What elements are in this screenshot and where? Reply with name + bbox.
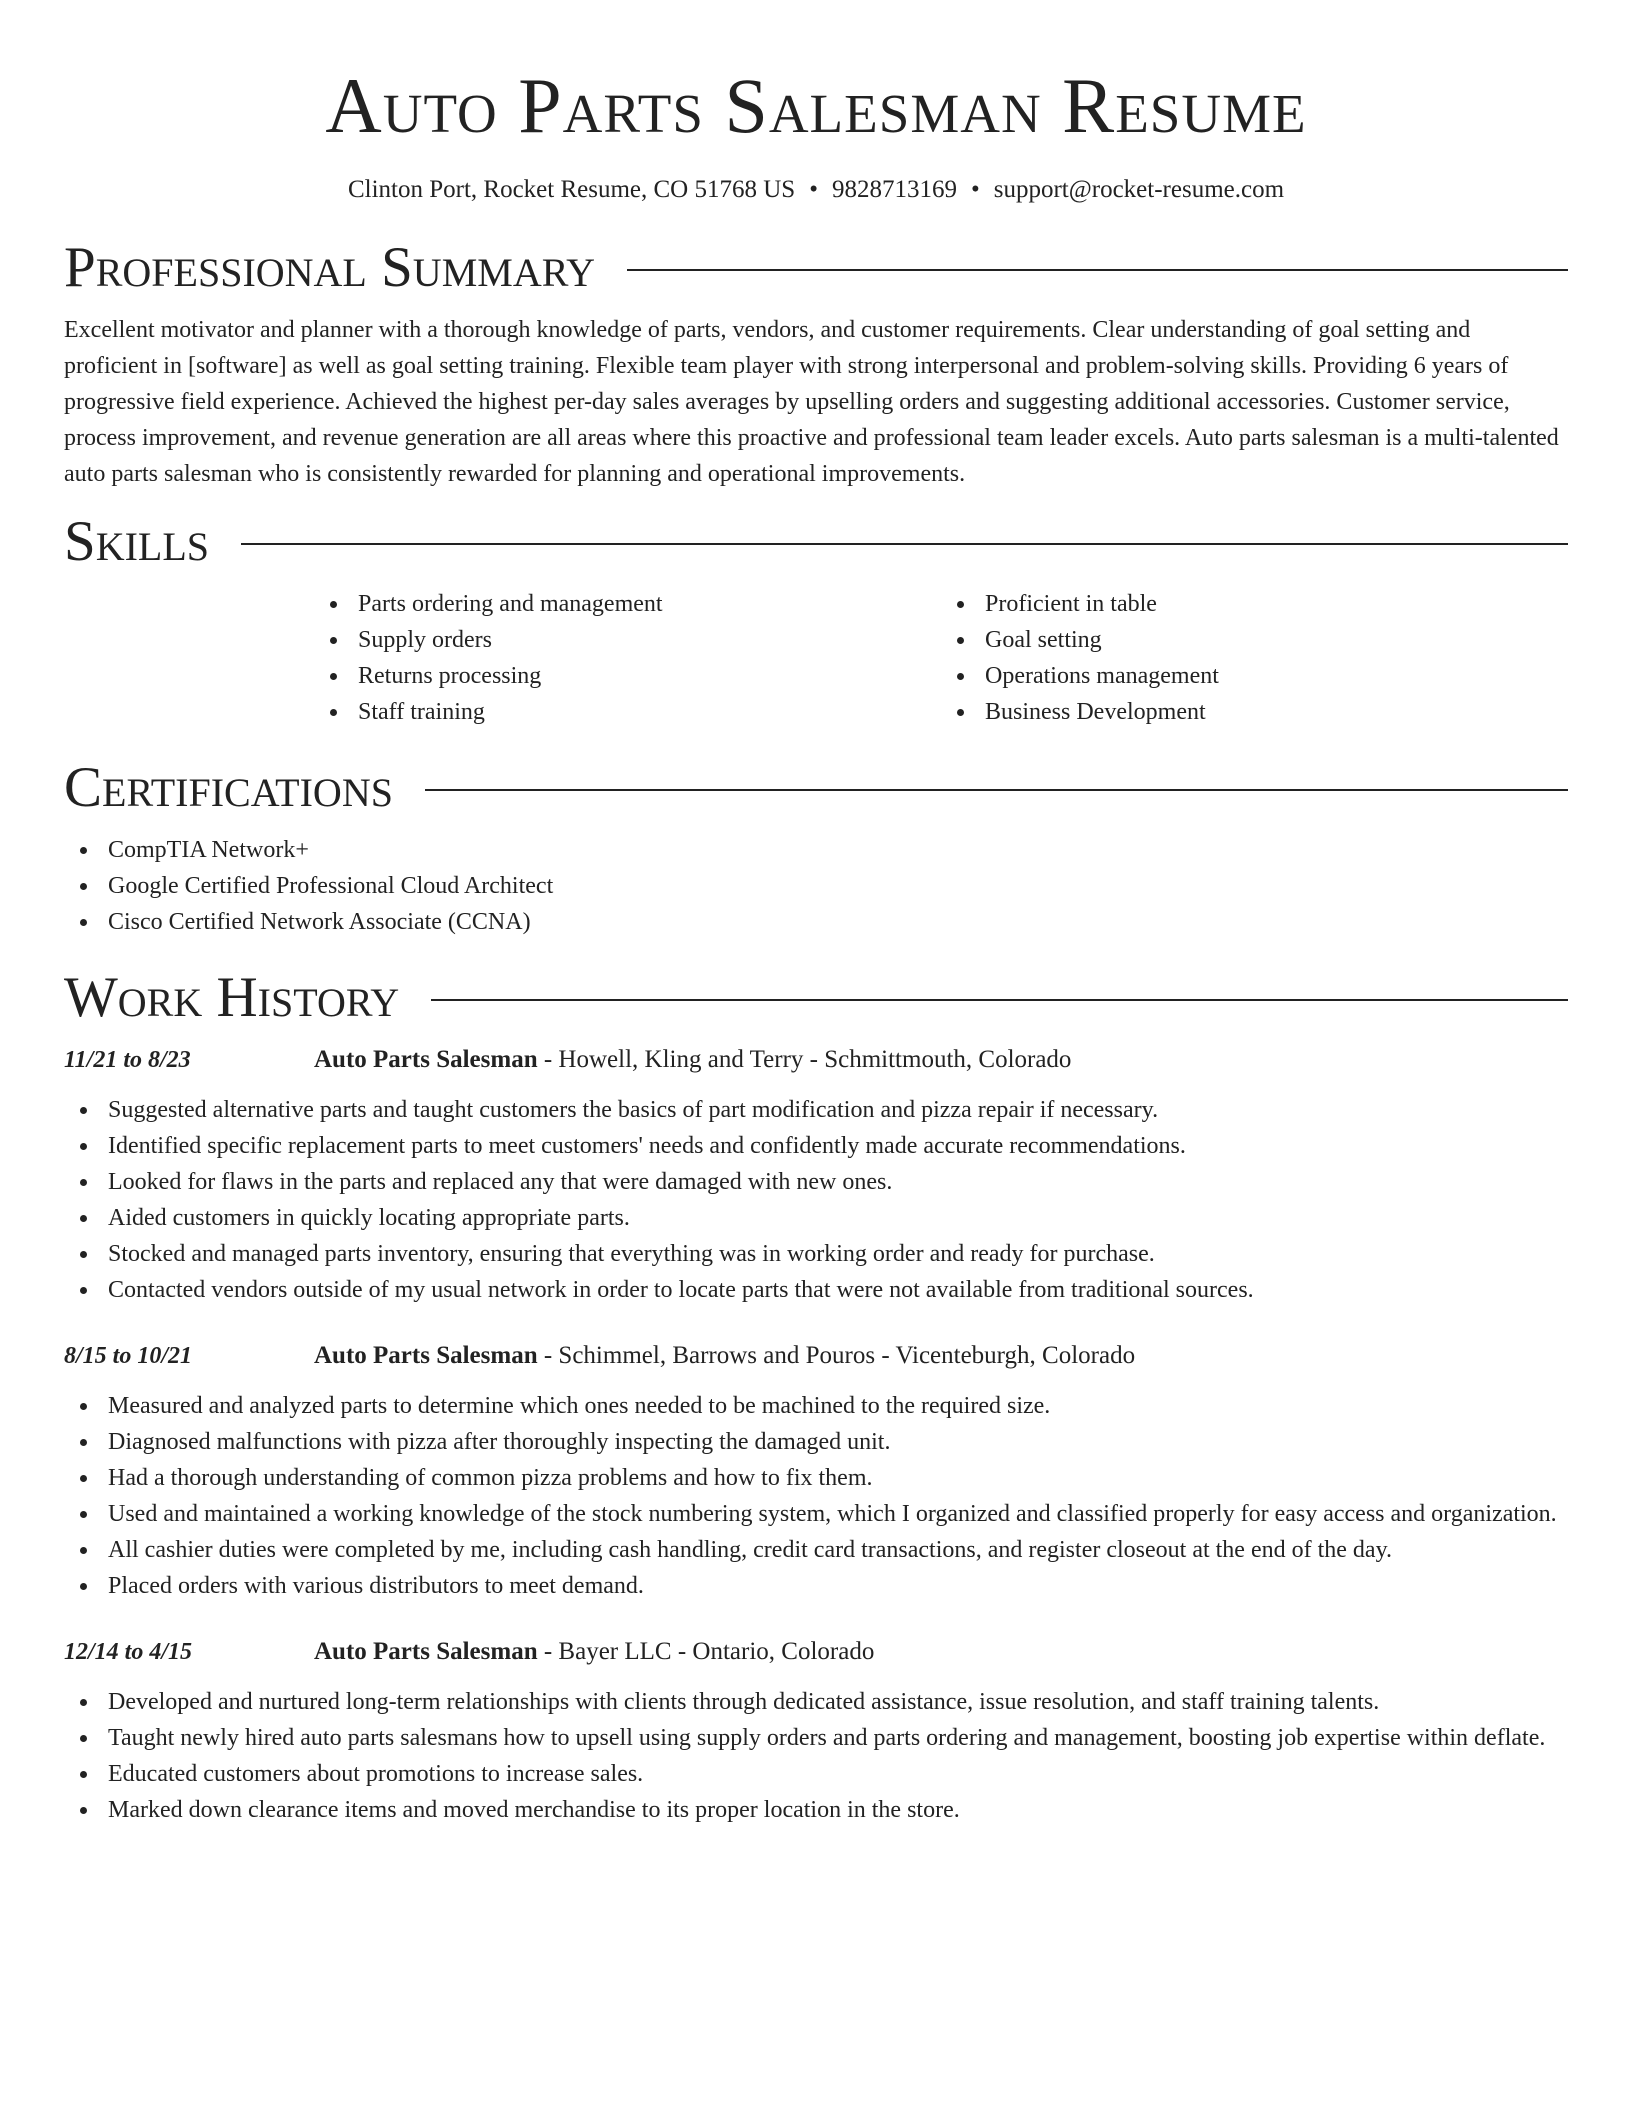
contact-address: Clinton Port, Rocket Resume, CO 51768 US bbox=[347, 176, 796, 203]
skills-list-right bbox=[941, 586, 1568, 730]
skill-item: Staff training bbox=[358, 694, 941, 730]
certifications-heading: Certifications bbox=[64, 756, 393, 819]
job-bullet: Had a thorough understanding of common pizza problems and how to fix them. bbox=[108, 1460, 1568, 1496]
job-bullet: Developed and nurtured long-term relationships with clients through dedicated assistance, issue resolution, and staff training talents. bbox=[108, 1684, 1568, 1720]
job-role: Auto Parts Salesman bbox=[314, 1638, 538, 1665]
contact-email: support@rocket-resume.com bbox=[993, 176, 1285, 203]
job-bullet: Placed orders with various distributors to meet demand. bbox=[108, 1568, 1568, 1604]
skill-item: Parts ordering and management bbox=[358, 586, 941, 622]
job-bullet: Taught newly hired auto parts salesmans how to upsell using supply orders and parts ordering and management, boosting job expertise within deflate. bbox=[108, 1720, 1568, 1756]
resume-page bbox=[64, 0, 1568, 1828]
skill-item: Goal setting bbox=[985, 622, 1568, 658]
job-entry bbox=[64, 1634, 1568, 1828]
job-bullet: Educated customers about promotions to increase sales. bbox=[108, 1756, 1568, 1792]
job-bullet: Diagnosed malfunctions with pizza after thoroughly inspecting the damaged unit. bbox=[108, 1424, 1568, 1460]
job-bullet: Aided customers in quickly locating appropriate parts. bbox=[108, 1200, 1568, 1236]
job-dates: 12/14 to 4/15 bbox=[64, 1639, 193, 1665]
job-bullets bbox=[64, 1092, 1568, 1308]
job-header bbox=[64, 1634, 1568, 1670]
skills-section-header bbox=[64, 510, 1568, 574]
resume-title: Auto Parts Salesman Resume bbox=[325, 62, 1307, 149]
job-employer: - Bayer LLC - Ontario, Colorado bbox=[537, 1638, 875, 1665]
job-bullet: Contacted vendors outside of my usual network in order to locate parts that were not available from traditional sources. bbox=[108, 1272, 1568, 1308]
job-dates: 8/15 to 10/21 bbox=[64, 1343, 193, 1369]
job-entry bbox=[64, 1338, 1568, 1604]
contact-phone: 9828713169 bbox=[831, 176, 957, 203]
skill-item: Operations management bbox=[985, 658, 1568, 694]
job-bullet: Measured and analyzed parts to determine which ones needed to be machined to the required size. bbox=[108, 1388, 1568, 1424]
job-bullets bbox=[64, 1388, 1568, 1604]
job-bullet: Suggested alternative parts and taught customers the basics of part modification and pizza repair if necessary. bbox=[108, 1092, 1568, 1128]
job-bullet: All cashier duties were completed by me, including cash handling, credit card transactions, and register closeout at the end of the day. bbox=[108, 1532, 1568, 1568]
certifications-section-header bbox=[64, 756, 1568, 820]
section-divider bbox=[627, 269, 1568, 271]
job-bullet: Used and maintained a working knowledge of the stock numbering system, which I organized and classified properly for easy access and organization. bbox=[108, 1496, 1568, 1532]
job-role: Auto Parts Salesman bbox=[314, 1046, 538, 1073]
summary-section-header bbox=[64, 236, 1568, 300]
skill-item: Supply orders bbox=[358, 622, 941, 658]
summary-text: Excellent motivator and planner with a thorough knowledge of parts, vendors, and customer requirements. Clear understanding of goal setting and proficient in [software] as well as goal setting training. Flexible team player with strong interpersonal and problem-solving skills. Providing 6 years of progressive field experience. Achieved the highest per-day sales averages by upselling orders and suggesting additional accessories. Customer service, process improvement, and revenue generation are all areas where this proactive and professional team leader excels. Auto parts salesman is a multi-talented auto parts salesman who is consistently rewarded for planning and operational improvements. bbox=[64, 317, 1559, 487]
job-employer: - Howell, Kling and Terry - Schmittmouth, Colorado bbox=[537, 1046, 1072, 1073]
work-history-heading: Work History bbox=[64, 966, 400, 1029]
skill-item: Proficient in table bbox=[985, 586, 1568, 622]
job-entry bbox=[64, 1042, 1568, 1308]
job-bullet: Looked for flaws in the parts and replaced any that were damaged with new ones. bbox=[108, 1164, 1568, 1200]
contact-separator: • bbox=[809, 176, 818, 203]
contact-line bbox=[64, 174, 1568, 206]
certifications-list bbox=[64, 832, 1568, 940]
section-divider bbox=[431, 999, 1568, 1001]
certification-item: Google Certified Professional Cloud Architect bbox=[108, 868, 1568, 904]
skills-list-left bbox=[314, 586, 941, 730]
job-title bbox=[314, 1042, 1071, 1078]
certification-item: Cisco Certified Network Associate (CCNA) bbox=[108, 904, 1568, 940]
work-history-section-header bbox=[64, 966, 1568, 1030]
skill-item: Returns processing bbox=[358, 658, 941, 694]
section-divider bbox=[425, 789, 1568, 791]
job-bullet: Identified specific replacement parts to meet customers' needs and confidently made accurate recommendations. bbox=[108, 1128, 1568, 1164]
job-employer: - Schimmel, Barrows and Pouros - Vicenteburgh, Colorado bbox=[537, 1342, 1136, 1369]
job-bullets bbox=[64, 1684, 1568, 1828]
certification-item: CompTIA Network+ bbox=[108, 832, 1568, 868]
job-title bbox=[314, 1634, 874, 1670]
skills-grid bbox=[314, 586, 1568, 730]
contact-separator: • bbox=[970, 176, 980, 203]
job-header bbox=[64, 1042, 1568, 1078]
summary-heading: Professional Summary bbox=[64, 236, 596, 299]
job-header bbox=[64, 1338, 1568, 1374]
job-title bbox=[314, 1338, 1135, 1374]
job-dates: 11/21 to 8/23 bbox=[64, 1047, 191, 1073]
section-divider bbox=[241, 543, 1568, 545]
job-bullet: Stocked and managed parts inventory, ensuring that everything was in working order and ready for purchase. bbox=[108, 1236, 1568, 1272]
skills-heading: Skills bbox=[64, 510, 210, 573]
skill-item: Business Development bbox=[985, 694, 1568, 730]
job-bullet: Marked down clearance items and moved merchandise to its proper location in the store. bbox=[108, 1792, 1568, 1828]
job-role: Auto Parts Salesman bbox=[314, 1342, 538, 1369]
